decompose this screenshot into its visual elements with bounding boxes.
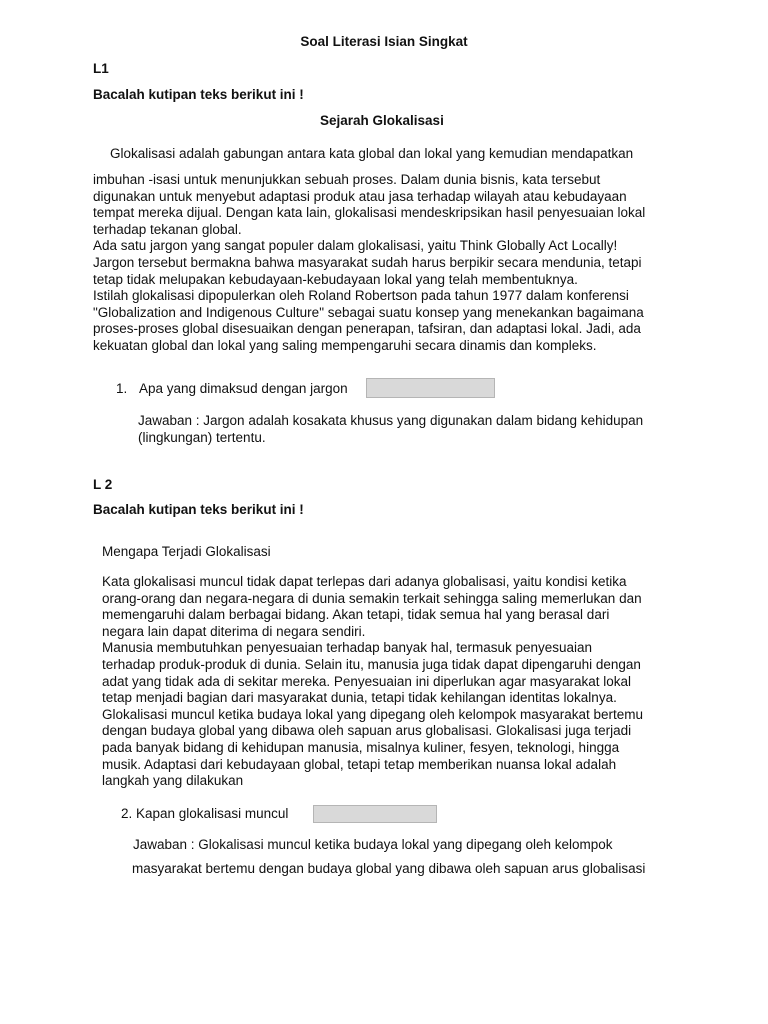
body-line: tempat mereka dijual. Dengan kata lain, glokalisasi mendeskripsikan hasil penyesuaian lokal <box>93 205 646 221</box>
body-line: dengan budaya global yang dibawa oleh sapuan arus globalisasi. Glokalisasi juga terjadi <box>102 723 632 739</box>
body-line: pada banyak bidang di kehidupan manusia, misalnya kuliner, fesyen, teknologi, hingga <box>102 739 620 755</box>
body-line: Kata glokalisasi muncul tidak dapat terlepas dari adanya globalisasi, yaitu kondisi ketika <box>102 574 627 589</box>
body-line: Manusia membutuhkan penyesuaian terhadap banyak hal, termasuk penyesuaian <box>102 640 593 656</box>
question-1-number: 1. <box>116 381 128 396</box>
body-line: Istilah glokalisasi dipopulerkan oleh Roland Robertson pada tahun 1977 dalam konferensi <box>93 288 629 304</box>
body-line: orang-orang dan negara-negara di dunia semakin terkait sehingga saling memerlukan dan <box>102 590 642 606</box>
page-title: Soal Literasi Isian Singkat <box>300 34 468 49</box>
body-line: imbuhan -isasi untuk menunjukkan sebuah proses. Dalam dunia bisnis, kata tersebut <box>93 172 601 187</box>
body-line: "Globalization and Indigenous Culture" sebagai suatu konsep yang menekankan bagaimana <box>93 304 644 320</box>
body-line: Jargon tersebut bermakna bahwa masyarakat sudah harus berpikir secara mendunia, tetapi <box>93 254 642 270</box>
section-1-body <box>93 172 645 355</box>
body-line: Ada satu jargon yang sangat populer dalam glokalisasi, yaitu Think Globally Act Locally! <box>93 238 618 254</box>
body-line: langkah yang dilakukan <box>102 773 244 789</box>
section-1-label: L1 <box>93 61 109 76</box>
section-2-label: L 2 <box>93 477 113 492</box>
question-1-answer-input[interactable] <box>366 378 495 398</box>
answer-line: (lingkungan) tertentu. <box>138 429 266 445</box>
section-1-instruction: Bacalah kutipan teks berikut ini ! <box>93 87 304 102</box>
body-line: negara lain dapat diterima di negara sendiri. <box>102 623 366 639</box>
body-line: tetap menjadi bagian dari masyarakat dunia, tetapi tidak kehilangan identitas lokalnya. <box>102 690 617 706</box>
body-line: adat yang tidak ada di sekitar mereka. Penyesuaian ini diperlukan agar masyarakat lokal <box>102 673 632 689</box>
body-line: proses-proses global disesuaikan dengan penerapan, tafsiran, dan adaptasi lokal. Jadi, ada <box>93 321 641 337</box>
question-2-text: 2. Kapan glokalisasi muncul <box>121 806 289 821</box>
body-line: musik. Adaptasi dari kebudayaan global, tetapi tetap memberikan nuansa lokal adalah <box>102 756 617 772</box>
body-line: kekuatan global dan lokal yang saling mempengaruhi secara dinamis dan kompleks. <box>93 337 597 353</box>
question-1-text: Apa yang dimaksud dengan jargon <box>139 381 348 396</box>
body-line: Glokalisasi muncul ketika budaya lokal yang dipegang oleh kelompok masyarakat bertemu <box>102 706 644 722</box>
body-line: terhadap tekanan global. <box>93 221 242 237</box>
body-line: terhadap produk-produk di dunia. Selain itu, manusia juga tidak dapat dipengaruhi dengan <box>102 656 641 672</box>
section-1-first-line: Glokalisasi adalah gabungan antara kata global dan lokal yang kemudian mendapatkan <box>110 146 634 161</box>
question-2-answer-line-1: Jawaban : Glokalisasi muncul ketika budaya lokal yang dipegang oleh kelompok <box>133 837 613 852</box>
body-line: tetap tidak melupakan kebudayaan-kebudayaan lokal yang telah membentuknya. <box>93 271 578 287</box>
question-2-answer-line-2: masyarakat bertemu dengan budaya global yang dibawa oleh sapuan arus globalisasi <box>132 861 646 876</box>
section-2-heading: Mengapa Terjadi Glokalisasi <box>102 544 271 559</box>
question-1-answer <box>138 413 643 446</box>
body-line: digunakan untuk menyebut adaptasi produk atau jasa terhadap wilayah atau kebudayaan <box>93 188 627 204</box>
section-1-heading: Sejarah Glokalisasi <box>320 113 444 128</box>
section-2-instruction: Bacalah kutipan teks berikut ini ! <box>93 502 304 517</box>
question-2-answer-input[interactable] <box>313 805 437 823</box>
body-line: memengaruhi dalam berbagai bidang. Akan tetapi, tidak semua hal yang berasal dari <box>102 607 610 623</box>
section-2-body <box>102 574 643 790</box>
answer-line: Jawaban : Jargon adalah kosakata khusus yang digunakan dalam bidang kehidupan <box>138 413 644 428</box>
